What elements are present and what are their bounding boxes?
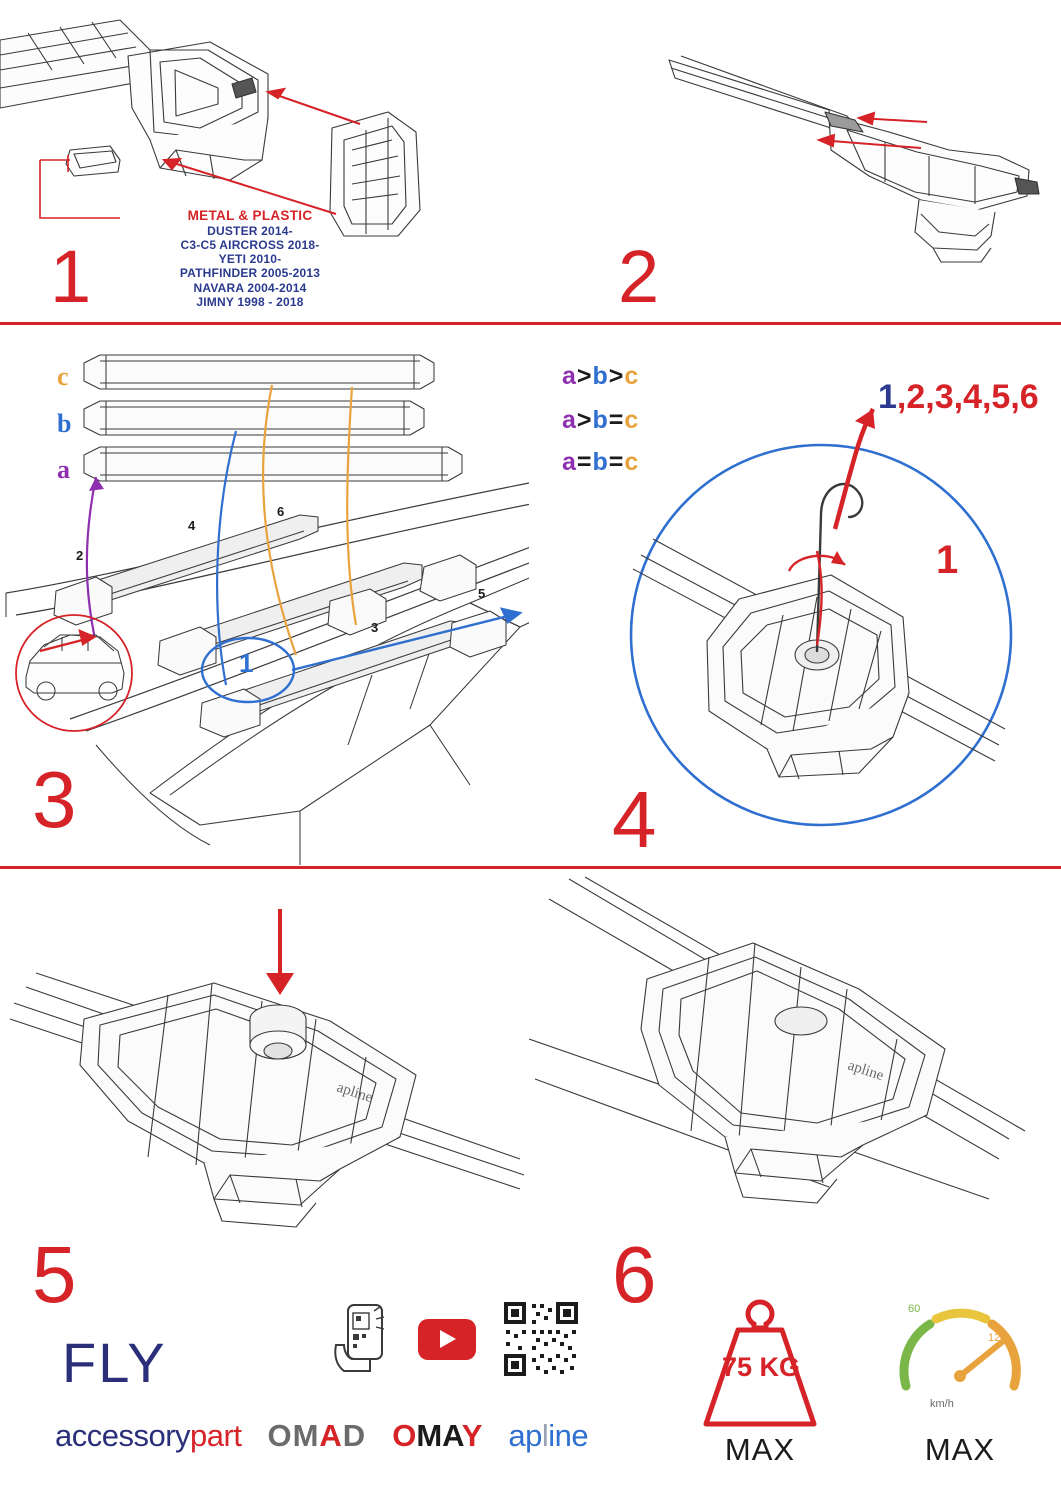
weight-max-label: MAX — [724, 1432, 796, 1467]
brand-omay[interactable] — [392, 1418, 482, 1454]
brand-apline-part2: l — [541, 1418, 549, 1453]
panel-step-6 — [529, 869, 1061, 1269]
step-number-5: 5 — [32, 1230, 75, 1319]
step3-illustration — [0, 325, 529, 866]
metal-plastic-callout — [120, 208, 380, 309]
bar-label-b: b — [57, 409, 72, 438]
step5-illustration — [0, 869, 529, 1269]
formula-2-c: c — [624, 406, 640, 434]
point-label-3: 3 — [371, 620, 379, 635]
vehicle-0: DUSTER 2014- — [207, 223, 293, 238]
formula-1-c: c — [624, 362, 640, 390]
formula-2-b: b — [592, 406, 609, 434]
brand-omad-part2: A — [319, 1418, 343, 1453]
brand-apline-part1: ap — [508, 1418, 542, 1453]
step3-circle-label: 1 — [239, 648, 254, 678]
formula-2-op2: = — [608, 406, 625, 434]
bar-label-c: c — [57, 362, 69, 391]
brand-omad[interactable] — [267, 1418, 366, 1454]
step-number-2: 2 — [618, 235, 658, 318]
media-icons — [330, 1300, 580, 1378]
vehicle-1: C3-C5 AIRCROSS 2018- — [180, 238, 320, 253]
formula-3-op1: = — [576, 448, 593, 476]
speed-max-label: 120 — [988, 1332, 1007, 1344]
point-label-6: 6 — [277, 504, 285, 519]
brand-omad-part3: D — [342, 1418, 367, 1453]
brand-omad-part1: OM — [267, 1418, 320, 1453]
brand-omay-part3: Y — [461, 1418, 483, 1453]
step4-circle-label: 1 — [936, 538, 959, 582]
youtube-icon[interactable] — [418, 1319, 476, 1360]
speed-max-caption: MAX — [924, 1432, 996, 1467]
formula-3-c: c — [624, 448, 640, 476]
brand-fly: FLY — [62, 1331, 167, 1394]
panel-step-3 — [0, 325, 529, 866]
vehicle-5: JIMNY 1998 - 2018 — [196, 294, 304, 309]
step4-sequence — [878, 378, 1039, 417]
panel-step-2 — [529, 0, 1061, 322]
brand-omay-part1: O — [392, 1418, 417, 1453]
brand-accessorypart[interactable] — [55, 1418, 241, 1454]
sequence-first: 1 — [878, 378, 897, 416]
formula-3-op2: = — [608, 448, 625, 476]
qr-code-icon[interactable] — [502, 1300, 580, 1378]
point-label-5: 5 — [478, 586, 486, 601]
step2-illustration — [529, 0, 1061, 322]
step-number-3: 3 — [32, 755, 75, 844]
sequence-rest: ,2,3,4,5,6 — [896, 378, 1039, 416]
point-label-4: 4 — [188, 518, 196, 533]
speed-unit-label: km/h — [930, 1398, 954, 1410]
step-number-6: 6 — [612, 1230, 655, 1319]
formula-1-a: a — [562, 362, 577, 390]
step-number-4: 4 — [612, 775, 655, 864]
apline-embossed-text-2: apline — [845, 1057, 886, 1085]
formula-1-op1: > — [576, 362, 593, 390]
formula-2-op1: > — [576, 406, 593, 434]
formula-3-a: a — [562, 448, 577, 476]
panel-step-5 — [0, 869, 529, 1269]
step-number-1: 1 — [50, 235, 90, 318]
apline-embossed-text: apline — [334, 1079, 375, 1107]
brand-accessorypart-part2: part — [190, 1418, 242, 1453]
bar-label-a: a — [57, 455, 70, 484]
brand-row — [55, 1418, 588, 1454]
point-label-2: 2 — [76, 548, 84, 563]
formula-2-a: a — [562, 406, 577, 434]
brand-omay-part2: MA — [416, 1418, 462, 1453]
phone-scan-icon[interactable] — [330, 1301, 392, 1377]
formula-3-b: b — [592, 448, 609, 476]
callout-header: METAL & PLASTIC — [187, 208, 313, 223]
brand-accessorypart-part1: accessory — [55, 1418, 191, 1453]
vehicle-3: PATHFINDER 2005-2013 — [179, 266, 321, 281]
vehicle-2: YETI 2010- — [218, 252, 282, 267]
weight-value: 75 KG — [721, 1352, 801, 1382]
vehicle-4: NAVARA 2004-2014 — [193, 280, 307, 295]
formula-1-op2: > — [608, 362, 625, 390]
step6-illustration — [529, 869, 1061, 1269]
brand-apline-part3: ine — [548, 1418, 589, 1453]
speed-min-label: 60 — [908, 1303, 921, 1315]
formula-1-b: b — [592, 362, 609, 390]
brand-apline[interactable] — [508, 1418, 588, 1454]
